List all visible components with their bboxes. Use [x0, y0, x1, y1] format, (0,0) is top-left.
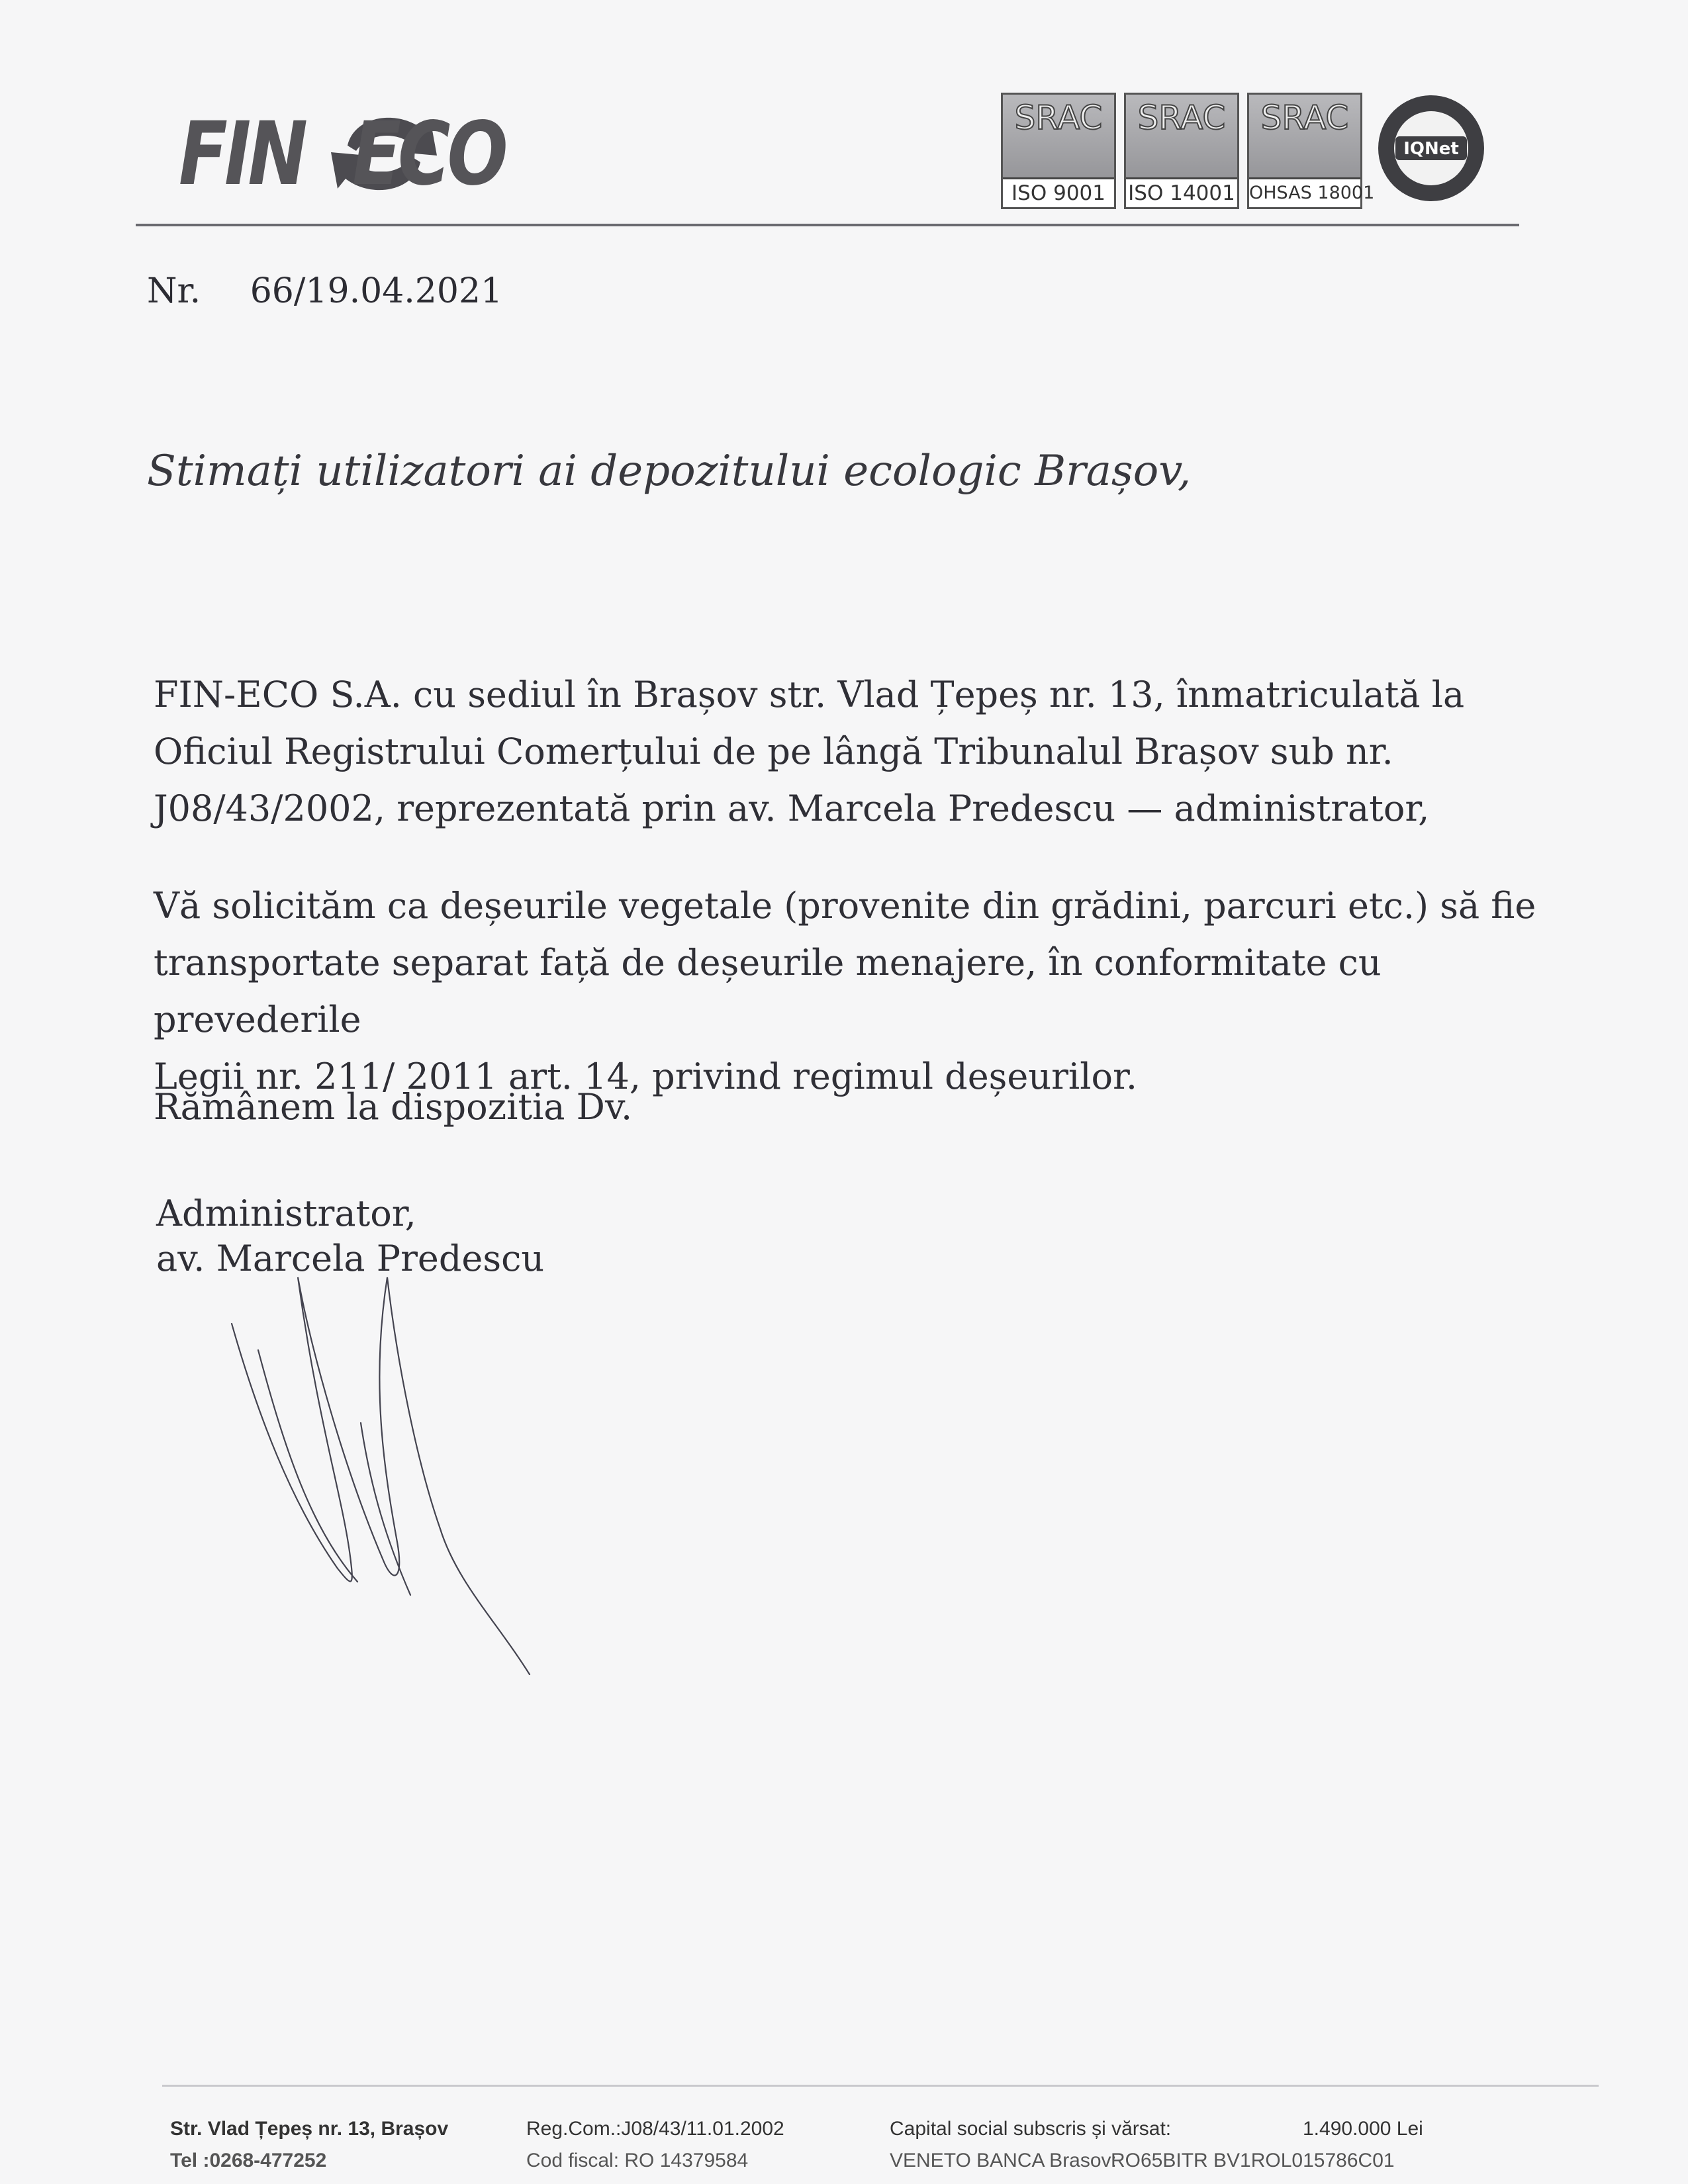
footer-line: Str. Vlad Țepeș nr. 13, Brașov: [170, 2118, 449, 2140]
logo-eco-text: ECO: [352, 103, 505, 205]
badge-standard: ISO 9001: [1003, 177, 1114, 207]
text-line: FIN-ECO S.A. cu sediul în Brașov str. Vlad Țepeș nr. 13, înmatriculată la: [154, 674, 1465, 715]
iqnet-seal-icon: [1376, 93, 1487, 204]
text-line: Oficiul Registrului Comerțului de pe lângă Tribunalul Brașov sub nr.: [154, 731, 1393, 772]
srac-ohsas18001-badge: [1247, 93, 1375, 209]
closing-line: Rămânem la dispozitia Dv.: [154, 1086, 633, 1128]
footer-divider: [162, 2085, 1599, 2087]
document-number: [147, 271, 502, 311]
badge-standard: ISO 14001: [1126, 177, 1237, 207]
srac-iso9001-badge: [1001, 93, 1116, 209]
paragraph-company-info: [154, 666, 1477, 837]
signer-title: Administrator,: [156, 1193, 416, 1234]
srac-mark: SRAC: [1014, 99, 1103, 137]
footer-registration: [526, 2113, 784, 2177]
text-line: J08/43/2002, reprezentată prin av. Marcela Predescu — administrator,: [154, 788, 1430, 829]
footer-line: 1.490.000 Lei: [1303, 2118, 1423, 2140]
srac-mark: SRAC: [1137, 99, 1226, 137]
footer-bank: [1111, 2113, 1423, 2177]
salutation: Stimați utilizatori ai depozitului ecologic Brașov,: [147, 447, 1192, 496]
badge-standard: OHSAS 18001: [1249, 177, 1360, 207]
footer-line: Capital social subscris și vărsat:: [890, 2118, 1172, 2140]
signer-name: av. Marcela Predescu: [156, 1238, 545, 1279]
paragraph-request: [154, 878, 1544, 1105]
footer-line: VENETO BANCA Brasov:: [890, 2150, 1117, 2171]
text-line: transportate separat față de deșeurile menajere, în conformitate cu prevederile: [154, 942, 1382, 1040]
handwritten-signature: [218, 1251, 563, 1688]
nr-label: Nr.: [147, 271, 201, 311]
footer-line: Tel :0268-477252: [170, 2150, 327, 2171]
nr-value: 66/19.04.2021: [250, 271, 503, 311]
header-divider: [136, 224, 1519, 226]
fin-eco-logo: [179, 99, 536, 205]
footer-line: Cod fiscal: RO 14379584: [526, 2150, 749, 2171]
iqnet-label: IQNet: [1403, 139, 1459, 159]
text-line: Legii nr. 211/ 2011 art. 14, privind regimul deșeurilor.: [154, 1056, 1138, 1097]
logo-fin-text: FIN: [179, 103, 305, 205]
footer-line: Reg.Com.:J08/43/11.01.2002: [526, 2118, 784, 2140]
srac-iso14001-badge: [1124, 93, 1239, 209]
footer-line: RO65BITR BV1ROL015786C01: [1111, 2150, 1395, 2171]
srac-mark: SRAC: [1260, 99, 1349, 137]
footer-address: [170, 2113, 448, 2177]
text-line: Vă solicităm ca deșeurile vegetale (provenite din grădini, parcuri etc.) să fie: [154, 885, 1536, 927]
certification-badges: [1001, 93, 1487, 205]
